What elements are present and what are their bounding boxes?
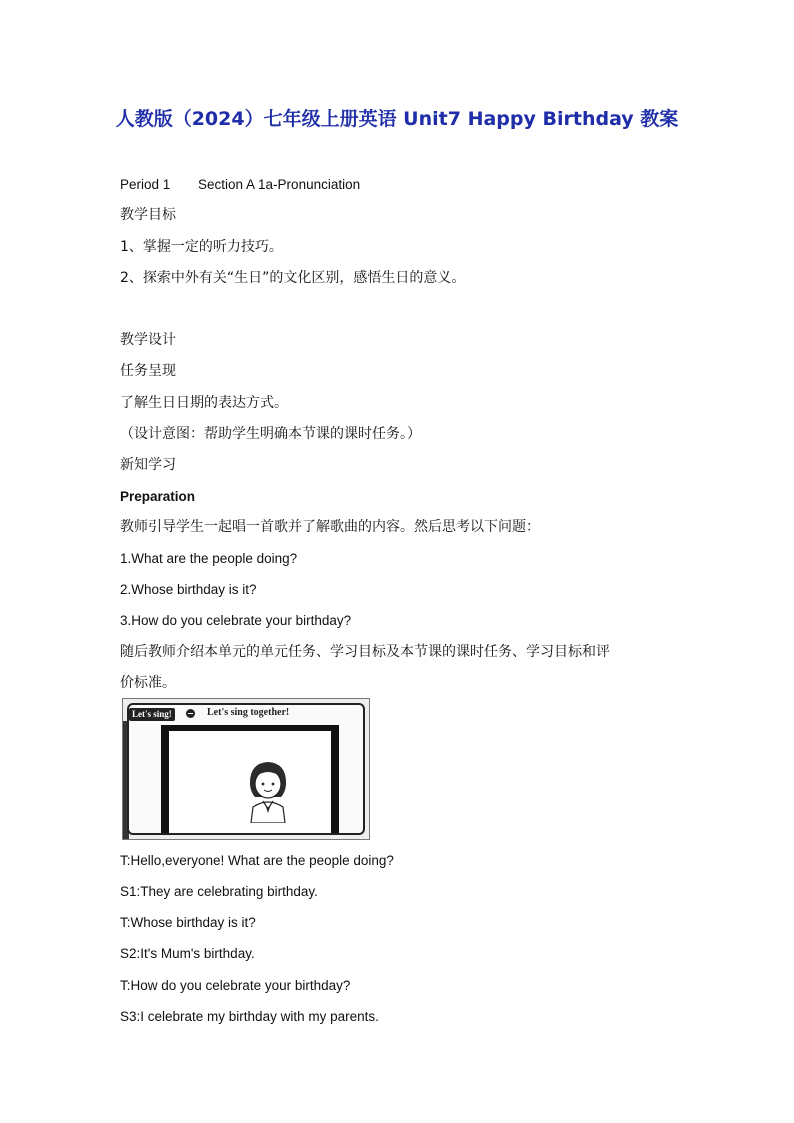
dialogue-line: S2:It's Mum's birthday. bbox=[120, 946, 255, 961]
question-item: 3.How do you celebrate your birthday? bbox=[120, 613, 352, 628]
task-heading: 任务呈现 bbox=[120, 363, 176, 379]
document-title: 人教版（2024）七年级上册英语 Unit7 Happy Birthday 教案 bbox=[115, 108, 679, 130]
illustration-caption: Let's sing together! bbox=[207, 707, 290, 718]
sing-illustration bbox=[122, 698, 370, 840]
follow-text-line: 随后教师介绍本单元的单元任务、学习目标及本节课的课时任务、学习目标和评 bbox=[120, 644, 610, 660]
minus-circle-icon bbox=[186, 709, 195, 718]
task-note: （设计意图：帮助学生明确本节课的课时任务。） bbox=[120, 426, 421, 442]
objective-item: 1、掌握一定的听力技巧。 bbox=[120, 239, 283, 255]
new-learning-heading: 新知学习 bbox=[120, 457, 176, 473]
objective-item: 2、探索中外有关“生日”的文化区别，感悟生日的意义。 bbox=[120, 270, 466, 286]
period-label: Period 1 bbox=[120, 177, 171, 192]
task-text: 了解生日日期的表达方式。 bbox=[120, 395, 288, 411]
follow-text-line: 价标准。 bbox=[120, 675, 176, 691]
section-label: Section A 1a-Pronunciation bbox=[198, 177, 361, 192]
dialogue-line: T:Hello,everyone! What are the people doing? bbox=[120, 853, 394, 868]
question-item: 2.Whose birthday is it? bbox=[120, 582, 257, 597]
lets-sing-badge: Let's sing! bbox=[129, 708, 175, 721]
question-item: 1.What are the people doing? bbox=[120, 551, 298, 566]
period-line bbox=[120, 175, 360, 195]
dialogue-line: S1:They are celebrating birthday. bbox=[120, 884, 318, 899]
preparation-text: 教师引导学生一起唱一首歌并了解歌曲的内容。然后思考以下问题： bbox=[120, 519, 540, 535]
design-heading: 教学设计 bbox=[120, 332, 176, 348]
girl-figure bbox=[241, 757, 295, 823]
dialogue-line: T:Whose birthday is it? bbox=[120, 915, 256, 930]
objectives-heading: 教学目标 bbox=[120, 207, 176, 223]
dialogue-line: T:How do you celebrate your birthday? bbox=[120, 978, 351, 993]
preparation-heading: Preparation bbox=[120, 489, 196, 504]
dialogue-line: S3:I celebrate my birthday with my parents. bbox=[120, 1009, 379, 1024]
